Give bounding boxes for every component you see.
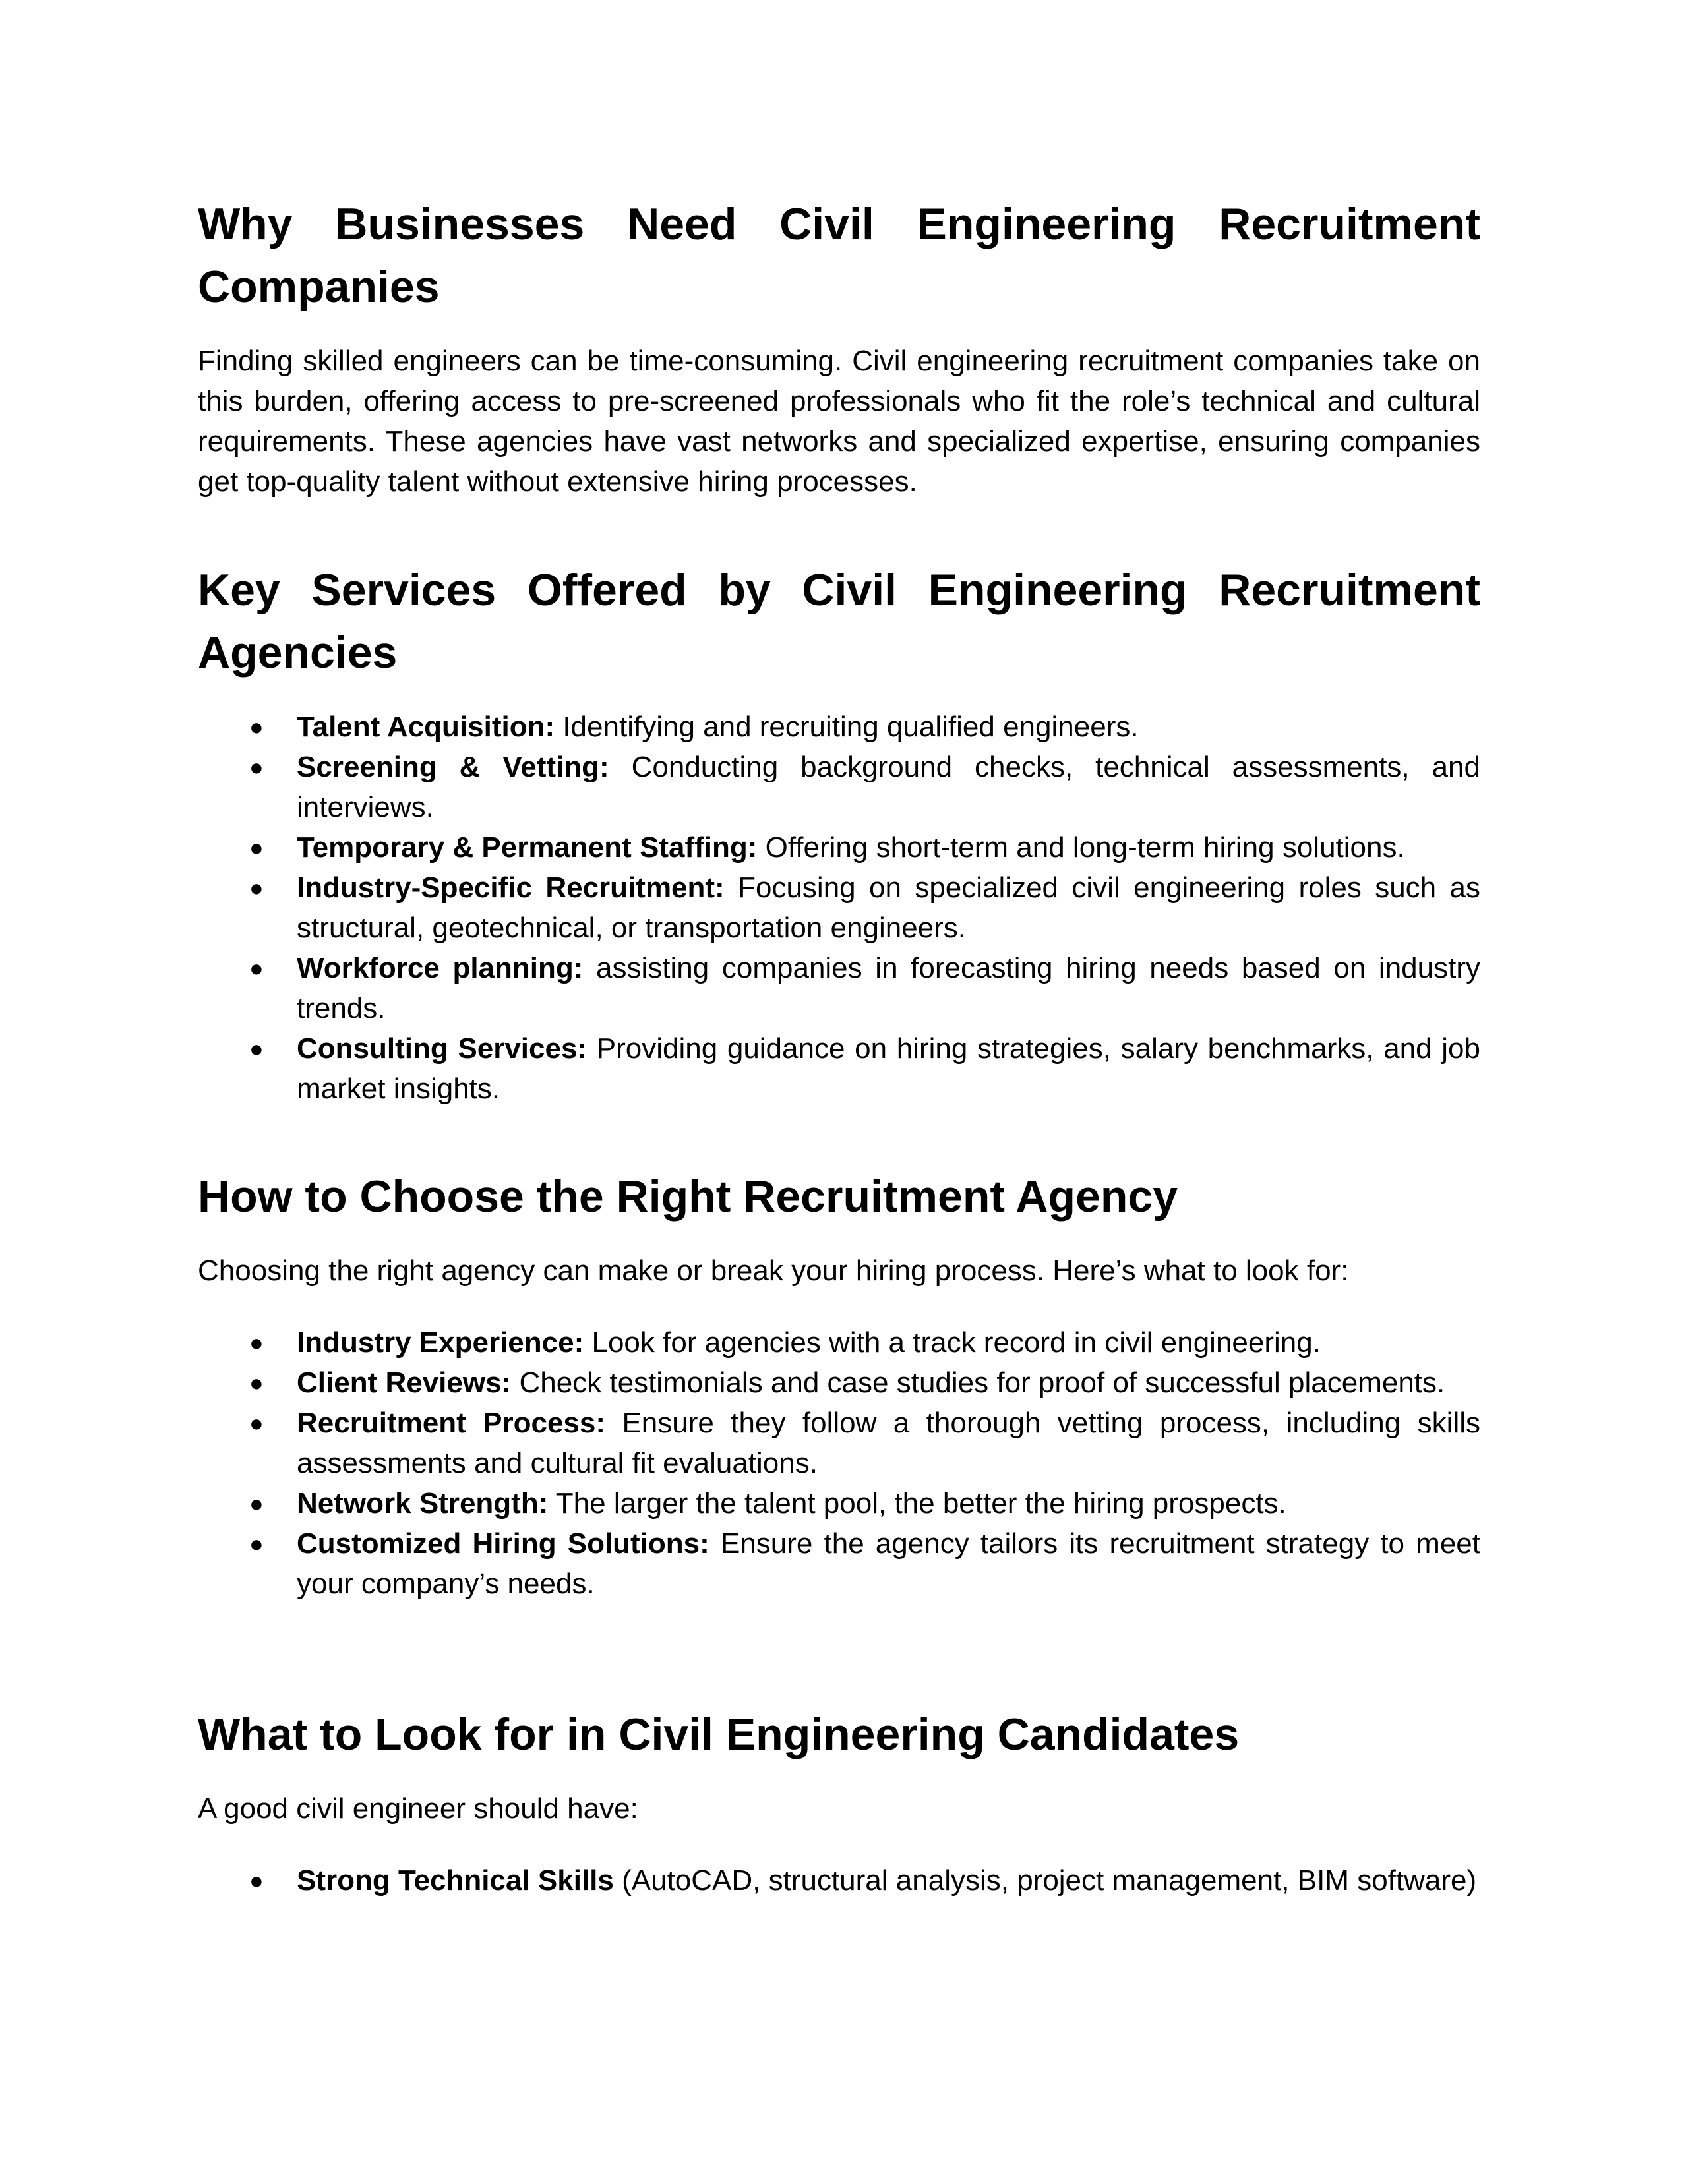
list-item: ● Industry-Specific Recruitment: Focusing on specialized civil engineering roles such as structural, geotechnical, or transportation engineers.: [198, 868, 1480, 948]
bullet-icon: ●: [249, 1530, 264, 1557]
services-list: [198, 707, 1480, 1109]
section-paragraph: Choosing the right agency can make or break your hiring process. Here’s what to look for:: [198, 1254, 1349, 1287]
section-heading: How to Choose the Right Recruitment Agency: [198, 1171, 1178, 1222]
bullet-icon: ●: [249, 834, 264, 861]
bullet-icon: ●: [249, 1490, 264, 1517]
list-item: ● Recruitment Process: Ensure they follow a thorough vetting process, including skills assessments and cultural fit evaluations.: [198, 1403, 1480, 1483]
bullet-icon: ●: [249, 874, 264, 901]
bullet-icon: ●: [249, 1409, 264, 1436]
qualities-list: [198, 1860, 1480, 1901]
list-item: ● Strong Technical Skills (AutoCAD, structural analysis, project management, BIM software): [198, 1860, 1480, 1901]
list-item: ● Screening & Vetting: Conducting background checks, technical assessments, and interviews.: [198, 747, 1480, 827]
section-candidates: [198, 1703, 1480, 1901]
bullet-icon: ●: [249, 713, 264, 740]
section-paragraph: A good civil engineer should have:: [198, 1792, 638, 1825]
section-heading: Key Services Offered by Civil Engineering Recruitment Agencies: [198, 565, 1480, 678]
list-item: ● Consulting Services: Providing guidance on hiring strategies, salary benchmarks, and job market insights.: [198, 1028, 1480, 1109]
section-key-services: [198, 559, 1480, 1109]
section-why-businesses: [198, 193, 1480, 502]
bullet-icon: ●: [249, 1329, 264, 1356]
list-item: ● Temporary & Permanent Staffing: Offering short-term and long-term hiring solutions.: [198, 827, 1480, 868]
document-page: [198, 0, 1480, 2184]
bullet-icon: ●: [249, 1035, 264, 1062]
section-heading: Why Businesses Need Civil Engineering Recruitment Companies: [198, 199, 1480, 312]
section-choose-agency: [198, 1166, 1480, 1604]
section-paragraph: Finding skilled engineers can be time-consuming. Civil engineering recruitment companies take on this burden, offering access to pre-screened professionals who fit the role’s technical and cultural requirements. These agencies have vast networks and specialized expertise, ensuring companies get top-quality talent without extensive hiring processes.: [198, 345, 1480, 498]
list-item: ● Talent Acquisition: Identifying and recruiting qualified engineers.: [198, 707, 1480, 747]
list-item: ● Customized Hiring Solutions: Ensure the agency tailors its recruitment strategy to meet your company’s needs.: [198, 1523, 1480, 1604]
bullet-icon: ●: [249, 1867, 264, 1894]
section-heading: What to Look for in Civil Engineering Candidates: [198, 1709, 1240, 1759]
bullet-icon: ●: [249, 1369, 264, 1396]
criteria-list: [198, 1322, 1480, 1604]
bullet-icon: ●: [249, 753, 264, 781]
bullet-icon: ●: [249, 955, 264, 982]
list-item: ● Workforce planning: assisting companies in forecasting hiring needs based on industry trends.: [198, 948, 1480, 1028]
list-item: ● Client Reviews: Check testimonials and case studies for proof of successful placements.: [198, 1363, 1480, 1403]
list-item: ● Network Strength: The larger the talent pool, the better the hiring prospects.: [198, 1483, 1480, 1523]
list-item: ● Industry Experience: Look for agencies with a track record in civil engineering.: [198, 1322, 1480, 1363]
